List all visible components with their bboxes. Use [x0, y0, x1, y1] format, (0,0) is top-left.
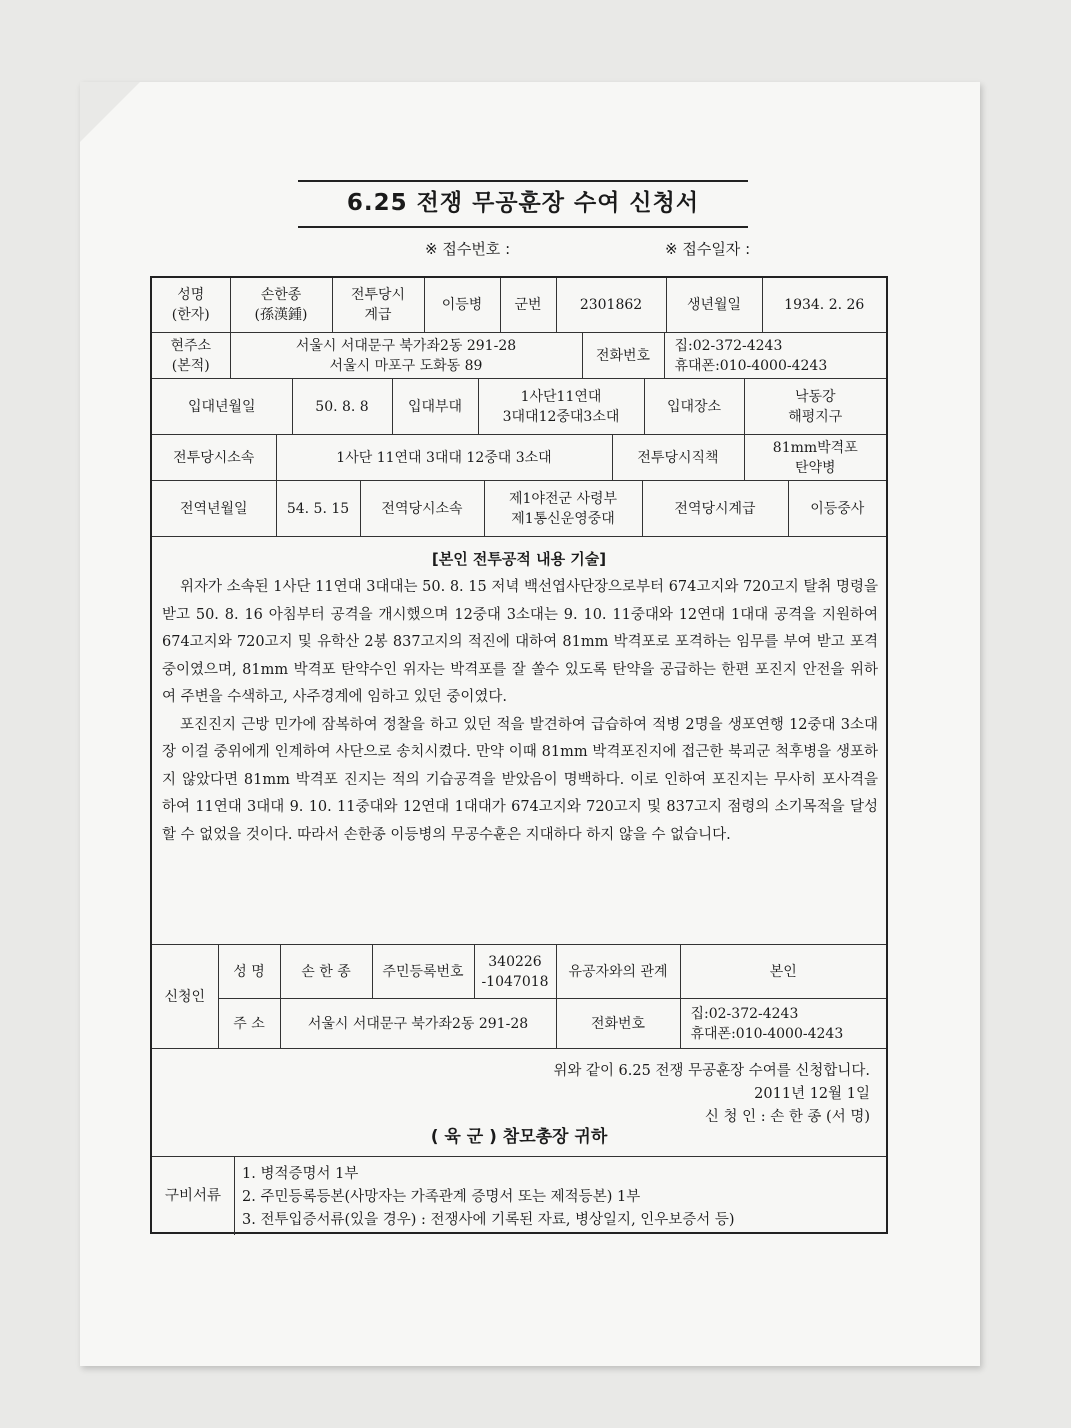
- applicant-name-label: 성 명: [218, 945, 280, 999]
- serial-value: 2301862: [556, 278, 666, 332]
- declaration-block: [553, 1060, 870, 1129]
- applicant-phone-label: 전화번호: [556, 999, 680, 1049]
- declaration-date: 2011년 12월 1일: [754, 1086, 870, 1102]
- personal-row-2: [152, 332, 886, 379]
- combat-unit-label: 전투당시소속: [152, 435, 276, 481]
- document-item: 1. 병적증명서 1부: [242, 1166, 359, 1182]
- applicant-table: [152, 944, 886, 1049]
- rank-label: 전투당시 계급: [332, 278, 424, 332]
- applicant-name-value: 손 한 종: [280, 945, 372, 999]
- combat-duty-label: 전투당시직책: [612, 435, 744, 481]
- receipt-number-label: ※ 접수번호 :: [425, 240, 511, 258]
- discharge-row: [152, 480, 886, 537]
- enlistment-row: [152, 378, 886, 435]
- discharge-unit-value: 제1야전군 사령부 제1통신운영중대: [484, 481, 642, 537]
- documents-label: 구비서류: [152, 1157, 235, 1235]
- discharge-rank-value: 이등중사: [788, 481, 886, 537]
- applicant-id-label: 주민등록번호: [372, 945, 474, 999]
- discharge-rank-label: 전역당시계급: [642, 481, 788, 537]
- phone-value: 집:02-372-4243 휴대폰:010-4000-4243: [664, 333, 886, 379]
- combat-unit-value: 1사단 11연대 3대대 12중대 3소대: [276, 435, 612, 481]
- name-value: 손한종 (孫漢鍾): [230, 278, 332, 332]
- applicant-address-value: 서울시 서대문구 북가좌2동 291-28: [280, 999, 556, 1049]
- document-title-box: [298, 180, 748, 228]
- applicant-relation-label: 유공자와의 관계: [556, 945, 680, 999]
- applicant-relation-value: 본인: [680, 945, 886, 999]
- birth-value: 1934. 2. 26: [762, 278, 886, 332]
- address-value: 서울시 서대문구 북가좌2동 291-28 서울시 마포구 도화동 89: [230, 333, 582, 379]
- applicant-address-label: 주 소: [218, 999, 280, 1049]
- discharge-date-value: 54. 5. 15: [276, 481, 360, 537]
- applicant-phone-value: 집:02-372-4243 휴대폰:010-4000-4243: [680, 999, 886, 1049]
- enlist-place-value: 낙동강 해평지구: [744, 379, 886, 435]
- documents-list: [242, 1163, 735, 1232]
- address-label: 현주소 (본적): [152, 333, 230, 379]
- folded-corner: [80, 82, 140, 142]
- declaration-signer: 신 청 인 : 손 한 종 (서 명): [704, 1109, 870, 1125]
- enlist-date-label: 입대년월일: [152, 379, 292, 435]
- document-item: 3. 전투입증서류(있을 경우) : 전쟁사에 기록된 자료, 병상일지, 인우보증서 등): [242, 1212, 735, 1228]
- combat-duty-value: 81mm박격포 탄약병: [744, 435, 886, 481]
- addressee: ( 육 군 ) 참모총장 귀하: [430, 1127, 608, 1147]
- enlist-date-value: 50. 8. 8: [292, 379, 392, 435]
- personal-row-1: [152, 278, 886, 333]
- phone-label: 전화번호: [582, 333, 664, 379]
- receipt-date-label: ※ 접수일자 :: [665, 240, 751, 258]
- enlist-place-label: 입대장소: [644, 379, 744, 435]
- enlist-unit-label: 입대부대: [392, 379, 478, 435]
- applicant-id-value: 340226 -1047018: [474, 945, 556, 999]
- narrative-paragraph-2: 포진진지 근방 민가에 잠복하여 정찰을 하고 있던 적을 발견하여 급습하여 적병 2명을 생포연행 12중대 3소대장 이걸 중위에게 인계하여 사단으로 송치시켰다. 만약 이때 81mm 박격포진지에 접근한 북괴군 척후병을 생포하지 않았다면 81mm 박격포 진지는 적의 기습공격을 받았음이 명백하다. 이로 인하여 포진지는 무사히 포사격을 하여 11연대 3대대 9. 10. 11중대와 12연대 1대대가 674고지와 720고지 및 837고지 점령의 소기목적을 달성할 수 없었을 것이다. 따라서 손한종 이등병의 무공수훈은 지대하다 하지 않을 수 없습니다.: [162, 716, 878, 843]
- birth-label: 생년월일: [666, 278, 762, 332]
- declaration-text: 위와 같이 6.25 전쟁 무공훈장 수여를 신청합니다.: [553, 1063, 870, 1079]
- narrative-paragraph-1: 위자가 소속된 1사단 11연대 3대대는 50. 8. 15 저녁 백선엽사단장으로부터 674고지와 720고지 탈취 명령을 받고 50. 8. 16 아침부터 공격을 개시했으며 12중대 3소대는 9. 10. 11중대와 12연대 1대대 공격을 지원하여 674고지와 720고지 및 유학산 2봉 837고지의 적진에 대하여 81mm 박격포로 포격하는 임무를 부여 받고 포격중이였으며, 81mm 박격포 탄약수인 위자는 박격포를 잘 쏠수 있도록 탄약을 공급하는 한편 포진지 안전을 위하여 주변을 수색하고, 사주경계에 임하고 있던 중이였다.: [162, 579, 878, 705]
- enlist-unit-value: 1사단11연대 3대대12중대3소대: [478, 379, 644, 435]
- rank-value: 이등병: [424, 278, 500, 332]
- serial-label: 군번: [500, 278, 556, 332]
- discharge-date-label: 전역년월일: [152, 481, 276, 537]
- applicant-section-label: 신청인: [152, 945, 218, 1049]
- name-label: 성명 (한자): [152, 278, 230, 332]
- combat-row: [152, 434, 886, 481]
- narrative-body: [162, 574, 878, 849]
- documents-row: [152, 1156, 886, 1235]
- document-title: 6.25 전쟁 무공훈장 수여 신청서: [346, 190, 700, 216]
- discharge-unit-label: 전역당시소속: [360, 481, 484, 537]
- document-item: 2. 주민등록등본(사망자는 가족관계 증명서 또는 제적등본) 1부: [242, 1189, 641, 1205]
- form-frame: [150, 276, 888, 1234]
- narrative-heading: [본인 전투공적 내용 기술]: [431, 550, 607, 568]
